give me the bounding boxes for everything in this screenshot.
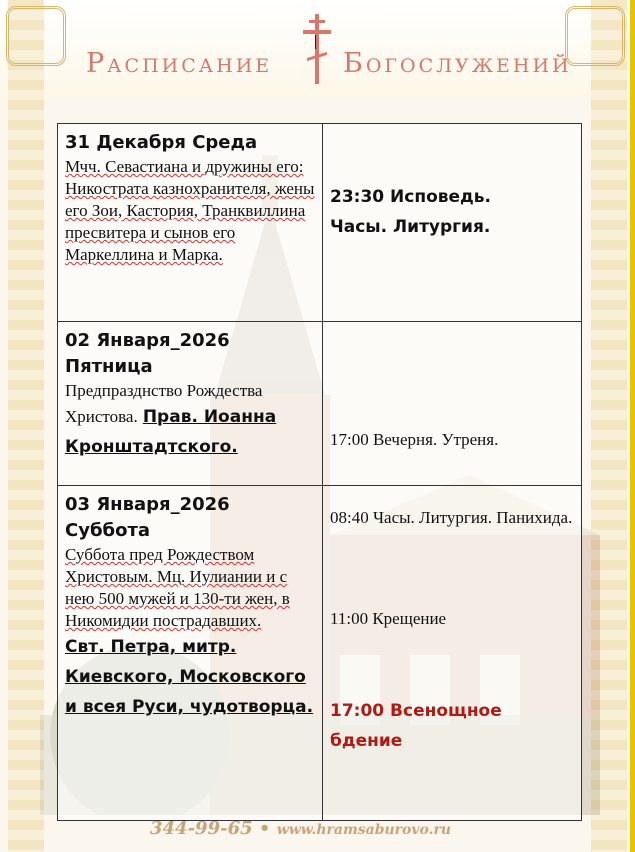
service-line: 08:40 Часы. Литургия. Панихида. — [330, 508, 573, 527]
date-label: 31 Декабря Среда — [65, 132, 258, 153]
title-word-right: Богослужений — [343, 48, 572, 79]
day-cell — [58, 124, 323, 322]
date-label: 03 Января_2026 — [65, 494, 230, 515]
footer-contacts — [150, 818, 490, 844]
service-line: 23:30 Исповедь. — [330, 187, 491, 207]
service-line: 17:00 Вечерня. Утреня. — [330, 430, 499, 449]
ornament-corner-top-left — [6, 6, 66, 66]
saints-text: Мчч. Севастиана и дружины его: Никострата казнохранителя, жены его Зои, Кастория, Транквиллина пресвитера и сынов его Маркеллина и Марка. — [65, 157, 315, 264]
schedule-table — [57, 123, 582, 821]
text-cursor — [315, 35, 316, 49]
saints-bold-text: Свт. Петра, митр. Киевского, Московского и всея Руси, чудотворца. — [65, 637, 314, 717]
ornamental-border-left — [8, 0, 44, 852]
service-line: Часы. Литургия. — [330, 217, 491, 237]
weekday-label: Суббота — [65, 520, 151, 541]
title-word-left: Расписание — [86, 48, 273, 79]
separator-dot: • — [258, 818, 271, 839]
ornament-corner-top-right — [565, 6, 625, 66]
day-cell — [58, 322, 323, 486]
date-label: 02 Января_2026 — [65, 330, 230, 351]
service-line-highlight: 17:00 Всенощное бдение — [330, 701, 502, 751]
day-cell — [58, 486, 323, 821]
table-row — [58, 486, 582, 821]
ornamental-border-right — [591, 0, 627, 852]
services-cell — [323, 486, 582, 821]
services-cell — [323, 124, 582, 322]
service-line: 11:00 Крещение — [330, 609, 447, 628]
weekday-label: Пятница — [65, 356, 153, 377]
table-row — [58, 322, 582, 486]
services-cell — [323, 322, 582, 486]
saints-bold-text: Прав. Иоанна Кронштадтского. — [65, 407, 277, 457]
table-row — [58, 124, 582, 322]
saints-text: Суббота пред Рождеством Христовым. Мц. Иулиании и с нею 500 мужей и 130-ти жен, в Никомидии пострадавших. — [65, 545, 290, 630]
website-link[interactable]: www.hramsaburovo.ru — [276, 822, 452, 838]
phone-number: 344-99-65 — [150, 818, 253, 839]
orthodox-cross-icon — [300, 14, 334, 84]
saints-text: Предпразднство Рождества Христова. — [65, 381, 263, 426]
page-edge-stripe — [630, 0, 635, 852]
